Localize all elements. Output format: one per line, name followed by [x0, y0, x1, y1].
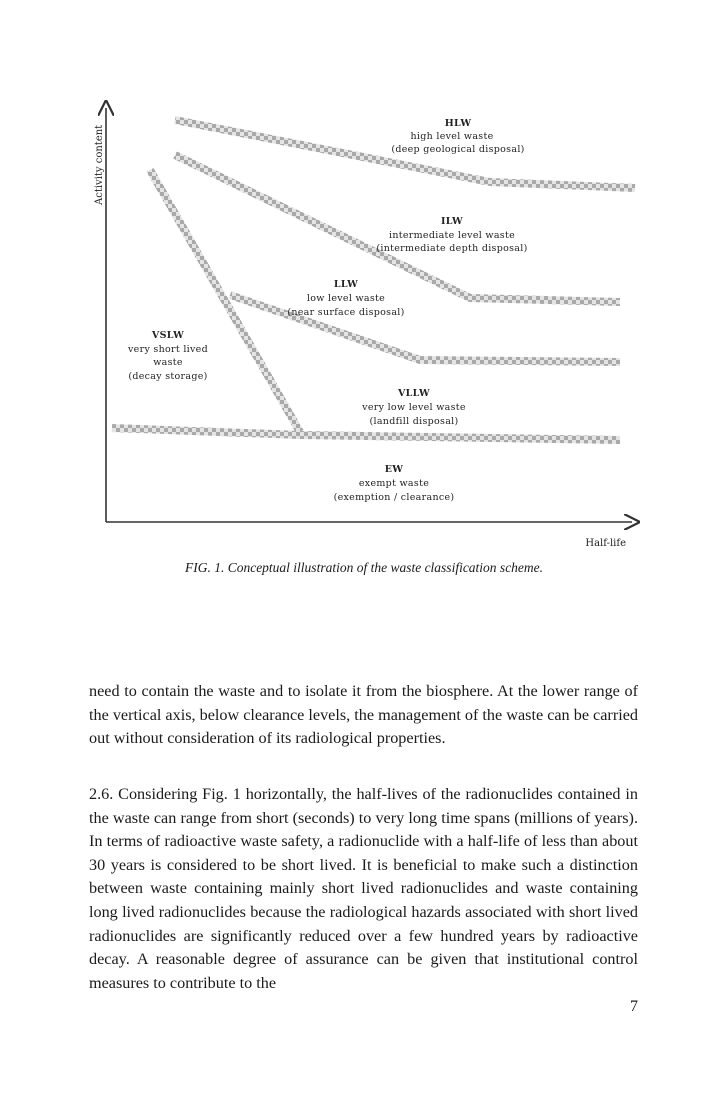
llw-abbr: LLW	[333, 279, 359, 290]
vslw-boundary	[150, 170, 300, 432]
ew-label-group	[334, 464, 455, 503]
llw-boundary	[230, 295, 620, 362]
ilw-label-group	[376, 216, 527, 254]
vllw-abbr: VLLW	[398, 388, 430, 399]
ilw-name: intermediate level waste	[388, 230, 516, 241]
ilw-abbr: ILW	[440, 216, 464, 227]
hlw-name: high level waste	[410, 131, 494, 142]
vslw-name: very short lived	[128, 344, 208, 355]
body-paragraph: 2.6. Considering Fig. 1 horizontally, the half-lives of the radionuclides contained in the waste can range from short (seconds) to very long time spans (millions of years). In terms of radioactive waste safety, a radionuclide with a half-life of less than about 30 years is considered to be short lived. It is beneficial to make such a distinction between waste containing mainly short lived radionuclides and waste containing long lived radionuclides because the radiological hazards associated with short lived radionuclides are significantly reduced over a few hundred years by radioactive decay. A reasonable degree of assurance can be given that institutional control measures to contribute to the	[89, 785, 638, 992]
y-axis-label: Activity content	[94, 124, 105, 205]
vllw-name: very low level waste	[362, 402, 466, 413]
llw-label-group	[287, 279, 404, 318]
llw-name: low level waste	[306, 293, 386, 304]
vslw-label-group	[127, 330, 208, 382]
vslw-abbr: VSLW	[151, 330, 185, 341]
hlw-label-group	[391, 118, 524, 155]
vllw-disposal: (landfill disposal)	[369, 416, 459, 427]
ew-boundary	[112, 428, 620, 440]
ilw-boundary	[175, 155, 620, 302]
vllw-label-group	[361, 388, 466, 427]
classification-boundaries	[112, 120, 635, 440]
ew-disposal: (exemption / clearance)	[333, 492, 455, 503]
page-number: 7	[630, 998, 638, 1015]
x-axis-label: Half-life	[585, 538, 626, 549]
ilw-disposal: (intermediate depth disposal)	[376, 243, 528, 254]
hlw-disposal: (deep geological disposal)	[391, 144, 525, 155]
llw-disposal: (near surface disposal)	[287, 307, 405, 318]
vslw-name-2: waste	[153, 357, 183, 368]
ew-name: exempt waste	[358, 478, 430, 489]
hlw-abbr: HLW	[444, 118, 472, 129]
body-paragraph: need to contain the waste and to isolate it from the biosphere. At the lower range of the vertical axis, below clearance levels, the management of the waste can be carried out without consideration of its radiological properties.	[89, 682, 638, 748]
ew-abbr: EW	[384, 464, 404, 475]
figure-caption: FIG. 1. Conceptual illustration of the waste classification scheme.	[184, 560, 544, 575]
vslw-disposal: (decay storage)	[128, 371, 208, 382]
